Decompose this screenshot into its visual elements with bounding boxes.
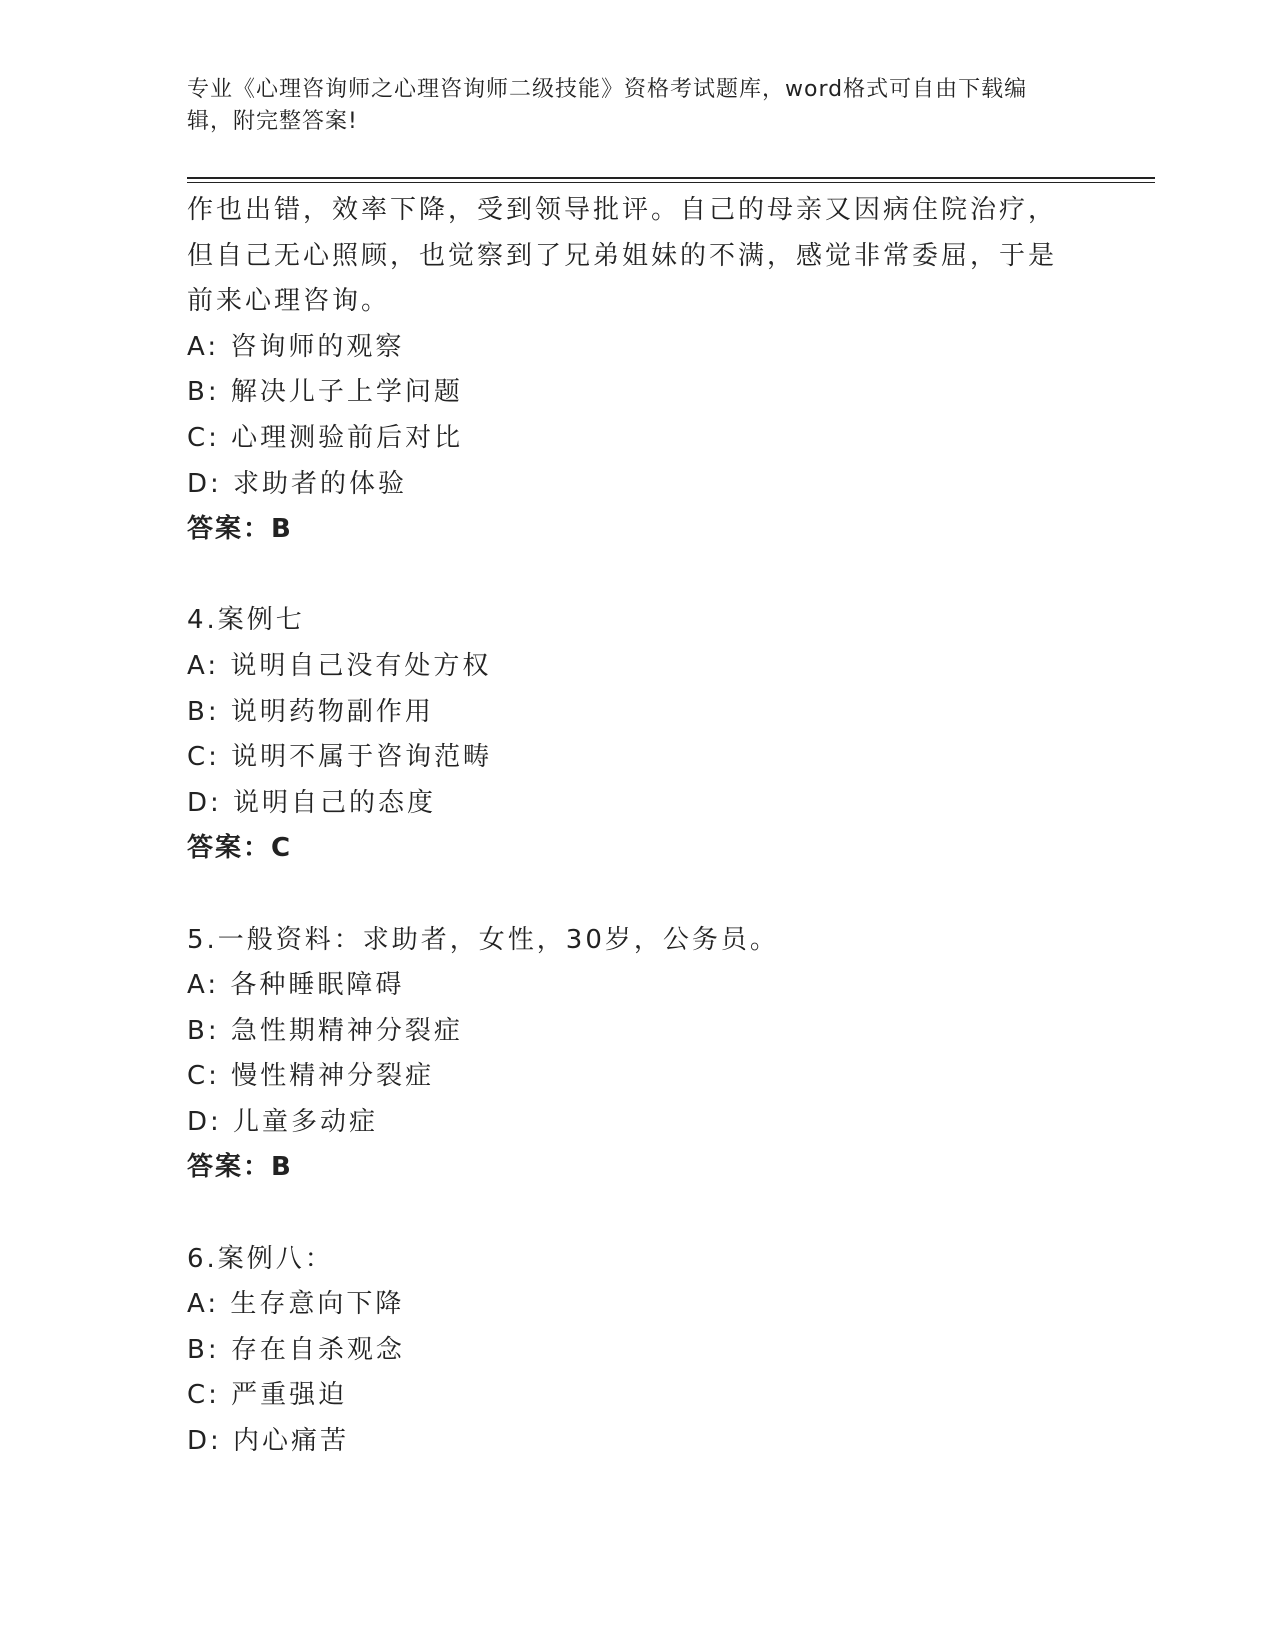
spacer	[187, 872, 1087, 918]
question-title: 5.一般资料：求助者，女性，30岁，公务员。	[187, 924, 779, 955]
spacer	[187, 553, 1087, 599]
answer: 答案：B	[187, 1152, 293, 1183]
case-text-line: 前来心理咨询。	[187, 286, 391, 317]
header-rule-thin	[187, 182, 1155, 183]
option-d: D: 求助者的体验	[187, 468, 408, 499]
option-a: A: 咨询师的观察	[187, 331, 405, 362]
option-b: B: 解决儿子上学问题	[187, 377, 463, 408]
case-text-line: 但自己无心照顾，也觉察到了兄弟姐妹的不满，感觉非常委屈，于是	[187, 240, 1058, 271]
option-b: B: 急性期精神分裂症	[187, 1015, 463, 1046]
option-a: A: 说明自己没有处方权	[187, 650, 492, 681]
option-b: B: 说明药物副作用	[187, 696, 434, 727]
option-b: B: 存在自杀观念	[187, 1334, 405, 1365]
option-c: C: 严重强迫	[187, 1380, 348, 1411]
spacer	[187, 1191, 1087, 1237]
option-d: D: 说明自己的态度	[187, 787, 437, 818]
question-content	[187, 188, 1087, 1465]
document-header: 专业《心理咨询师之心理咨询师二级技能》资格考试题库，word格式可自由下载编辑，附完整答案!	[187, 77, 1028, 134]
option-d: D: 内心痛苦	[187, 1426, 350, 1457]
option-d: D: 儿童多动症	[187, 1106, 379, 1137]
question-title: 6.案例八：	[187, 1243, 334, 1274]
answer: 答案：B	[187, 514, 293, 545]
case-text-line: 作也出错，效率下降，受到领导批评。自己的母亲又因病住院治疗，	[187, 195, 1058, 225]
option-a: A: 各种睡眠障碍	[187, 970, 405, 1001]
header-rule-thick	[187, 177, 1155, 179]
question-title: 4.案例七	[187, 605, 305, 636]
option-c: C: 慢性精神分裂症	[187, 1061, 435, 1092]
option-c: C: 心理测验前后对比	[187, 422, 464, 453]
answer: 答案：C	[187, 833, 293, 864]
option-c: C: 说明不属于咨询范畴	[187, 742, 493, 773]
option-a: A: 生存意向下降	[187, 1289, 405, 1320]
